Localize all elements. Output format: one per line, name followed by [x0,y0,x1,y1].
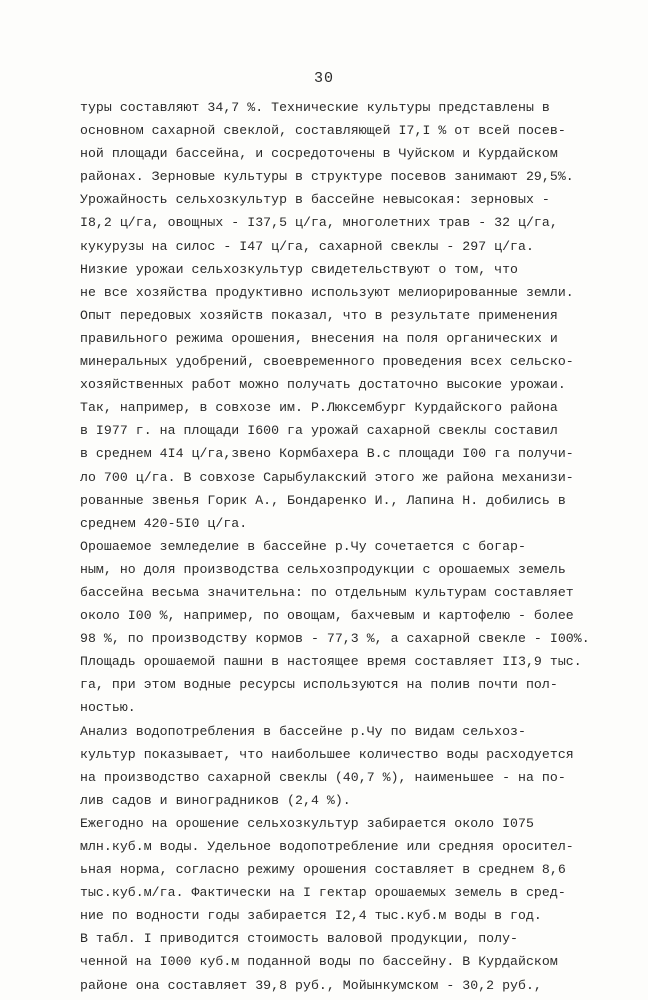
text-line: ьная норма, согласно режиму орошения составляет в среднем 8,6 [80,862,566,878]
text-line: хозяйственных работ можно получать достаточно высокие урожаи. [80,377,566,393]
text-line: ло 700 ц/га. В совхозе Сарыбулакский этого же района механизи- [80,469,574,485]
text-line: Ежегодно на орошение сельхозкультур забирается около I075 [80,815,534,831]
text-line: рованные звенья Горик А., Бондаренко И., Лапина Н. добились в [80,492,566,508]
text-line: ной площади бассейна, и сосредоточены в Чуйском и Курдайском [80,146,558,162]
body-text [80,96,600,997]
text-line: Площадь орошаемой пашни в настоящее время составляет II3,9 тыс. [80,654,582,670]
text-line: не все хозяйства продуктивно используют мелиорированные земли. [80,284,574,300]
text-line: ченной на I000 куб.м поданной воды по бассейну. В Курдайском [80,954,558,970]
text-line: тыс.куб.м/га. Фактически на I гектар орошаемых земель в сред- [80,885,566,901]
text-line: ным, но доля производства сельхозпродукции с орошаемых земель [80,561,566,577]
text-line: культур показывает, что наибольшее количество воды расходуется [80,746,574,762]
text-line: Урожайность сельхозкультур в бассейне невысокая: зерновых - [80,192,550,208]
text-line: в I977 г. на площади I600 га урожай сахарной свеклы составил [80,423,558,439]
text-line: 98 %, по производству кормов - 77,3 %, а сахарной свекле - I00%. [80,631,590,647]
text-line: кукурузы на силос - I47 ц/га, сахарной свеклы - 297 ц/га. [80,238,534,254]
text-line: правильного режима орошения, внесения на поля органических и [80,330,558,346]
text-line: В табл. I приводится стоимость валовой продукции, полу- [80,931,519,947]
page-number: 30 [313,70,334,87]
text-line: туры составляют 34,7 %. Технические культуры представлены в [80,100,550,115]
text-line: Опыт передовых хозяйств показал, что в результате применения [80,307,558,323]
text-line: в среднем 4I4 ц/га,звено Кормбахера В.с площади I00 га получи- [80,446,574,462]
text-line: на производство сахарной свеклы (40,7 %), наименьшее - на по- [80,769,566,785]
text-line: I8,2 ц/га, овощных - I37,5 ц/га, многолетних трав - 32 ц/га, [80,215,558,231]
text-line: районе она составляет 39,8 руб., Мойынкумском - 30,2 руб., [80,977,542,993]
text-line: Орошаемое земледелие в бассейне р.Чу сочетается с богар- [80,538,526,554]
text-line: минеральных удобрений, своевременного проведения всех сельско- [80,354,574,370]
text-line: основном сахарной свеклой, составляющей I7,I % от всей посев- [80,123,566,139]
text-line: млн.куб.м воды. Удельное водопотребление или средняя оросител- [80,839,574,854]
text-line: среднем 420-5I0 ц/га. [80,515,248,531]
text-line: Анализ водопотребления в бассейне р.Чу по видам сельхоз- [80,723,526,739]
text-line: ние по водности годы забирается I2,4 тыс.куб.м воды в год. [80,908,542,924]
text-line: га, при этом водные ресурсы используются на полив почти пол- [80,677,558,693]
text-line: Низкие урожаи сельхозкультур свидетельствуют о том, что [80,261,519,277]
text-line: около I00 %, например, по овощам, бахчевым и картофелю - более [80,608,574,624]
text-line: лив садов и виноградников (2,4 %). [80,792,351,808]
text-line: ностью. [80,700,136,716]
text-line: бассейна весьма значительна: по отдельным культурам составляет [80,584,574,600]
text-line: Так, например, в совхозе им. Р.Люксембург Курдайского района [80,400,558,416]
text-line: районах. Зерновые культуры в структуре посевов занимают 29,5%. [80,169,574,185]
